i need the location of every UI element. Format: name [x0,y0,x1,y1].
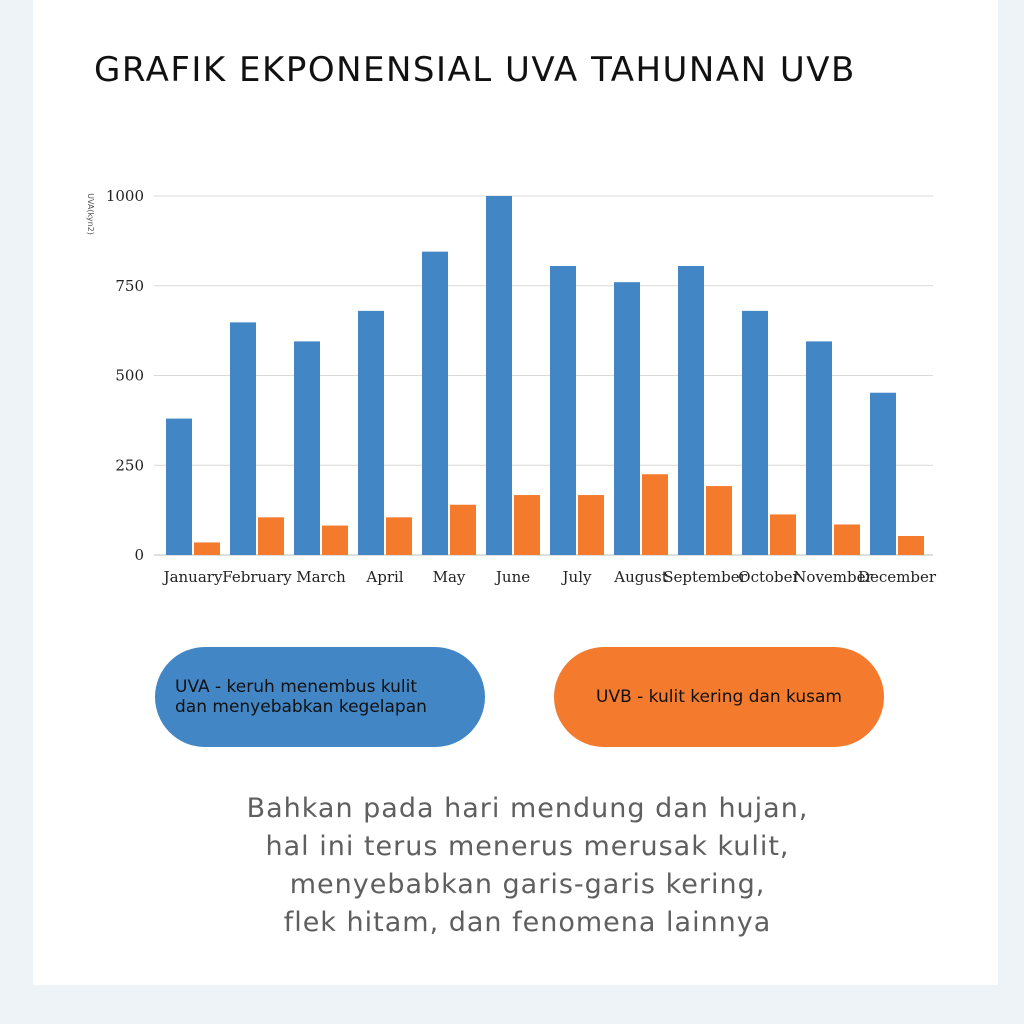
uva-bar [358,311,384,555]
y-tick-label: 500 [115,366,144,385]
uvb-bar [386,517,412,555]
uvb-bar [194,542,220,555]
y-tick-label: 250 [115,456,144,475]
x-tick-label: March [296,568,346,586]
uvb-bar [258,517,284,555]
caption-line: flek hitam, dan fenomena lainnya [283,907,772,938]
y-tick-label: 1000 [105,187,144,205]
uvb-bar [578,495,604,555]
x-tick-label: September [663,568,747,586]
x-tick-label: January [163,568,223,586]
uva-bar [422,252,448,555]
x-tick-label: July [562,568,592,586]
legend-uva-line2: dan menyebabkan kegelapan [175,697,427,717]
caption-line: menyebabkan garis-garis kering, [289,869,766,900]
x-tick-label: April [366,568,404,586]
uva-bar [294,341,320,555]
uva-bar [230,322,256,555]
uvb-bar [642,474,668,555]
uvb-bar [706,486,732,555]
y-tick-label: 750 [115,276,144,295]
uva-bar [870,393,896,555]
uvb-bar [322,526,348,555]
y-tick-label: 0 [134,546,144,564]
x-tick-label: February [222,568,292,586]
legend-uva-line1: UVA - keruh menembus kulit [175,677,418,697]
legend-uvb [554,647,884,747]
uvb-bar [450,505,476,555]
uva-bar [806,341,832,555]
y-axis-ticks [106,187,144,564]
legend-uvb-label: UVB - kulit kering dan kusam [596,687,842,707]
uva-bar [166,419,192,555]
legend-uva [155,647,485,747]
uvb-bar [834,524,860,555]
chart-title: GRAFIK EKPONENSIAL UVA TAHUNAN UVB [94,50,856,90]
uvb-bar [898,536,924,555]
uva-bar [486,196,512,555]
x-tick-label: August [614,568,668,586]
uvb-bar [514,495,540,555]
x-tick-label: June [495,568,531,586]
uva-bar [678,266,704,555]
uva-bar [550,266,576,555]
x-tick-label: December [857,568,937,586]
caption-line: Bahkan pada hari mendung dan hujan, [246,793,809,824]
x-tick-label: October [738,568,800,586]
caption [100,790,955,942]
x-tick-label: November [793,568,873,586]
uvb-bar [770,514,796,555]
y-axis-label: UVA(kyn2) [86,193,95,235]
caption-line: hal ini terus menerus merusak kulit, [265,831,790,862]
uva-bar [742,311,768,555]
x-tick-label: May [432,568,466,586]
uva-bar [614,282,640,555]
x-axis-ticks [162,568,937,586]
